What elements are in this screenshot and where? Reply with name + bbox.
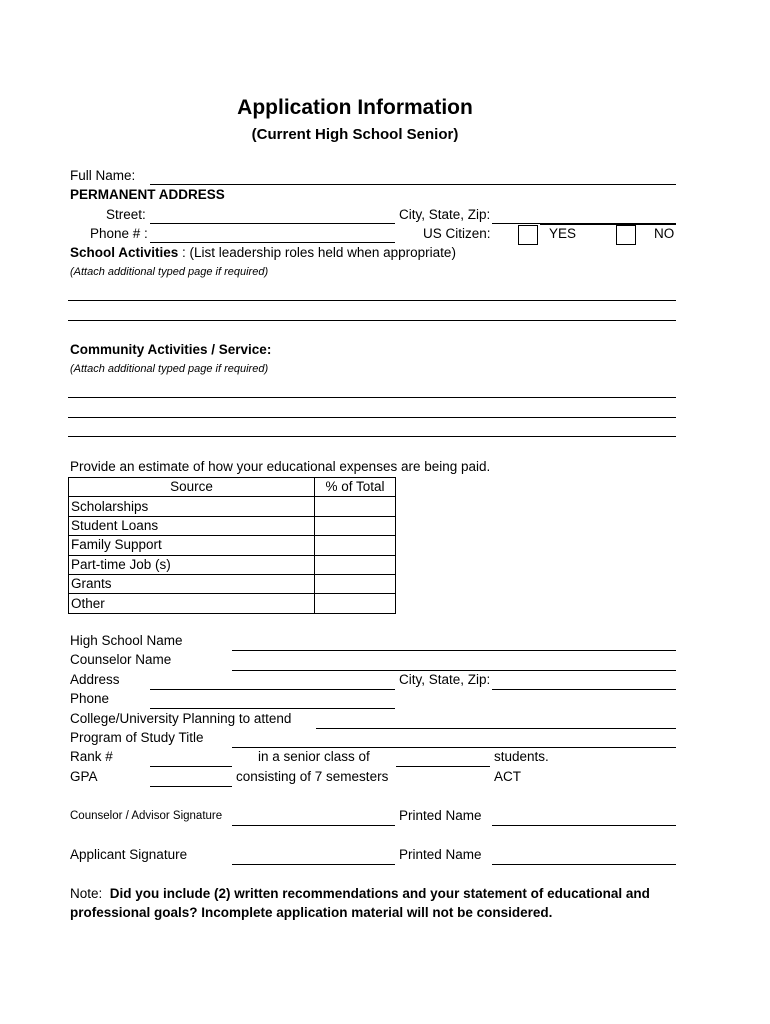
expense-source: Family Support [69, 536, 315, 555]
gpa-label: GPA [70, 769, 98, 784]
no-label: NO [654, 226, 675, 241]
high-school-name-label: High School Name [70, 633, 183, 648]
expense-percent-cell[interactable] [315, 516, 396, 535]
school-activities-line-1[interactable] [68, 300, 676, 301]
school-address-label: Address [70, 672, 120, 687]
community-activities-heading: Community Activities / Service: [70, 342, 272, 357]
school-city-state-zip-field[interactable] [492, 689, 676, 690]
applicant-printed-name-field[interactable] [492, 864, 676, 865]
table-row [69, 536, 396, 555]
table-row [69, 594, 396, 613]
street-field[interactable] [150, 223, 395, 224]
page-subtitle: (Current High School Senior) [251, 126, 459, 143]
expenses-table-header [69, 478, 396, 497]
community-activities-note: (Attach additional typed page if required) [70, 363, 269, 375]
expense-source: Other [69, 594, 315, 613]
counselor-printed-name-label: Printed Name [399, 808, 482, 823]
expense-source: Part-time Job (s) [69, 555, 315, 574]
note-text-1: Did you include (2) written recommendations and your statement of educational and [109, 886, 650, 901]
expense-source: Grants [69, 574, 315, 593]
expense-percent-cell[interactable] [315, 574, 396, 593]
counselor-signature-field[interactable] [232, 825, 395, 826]
permanent-address-label: PERMANENT ADDRESS [70, 187, 225, 202]
table-row [69, 555, 396, 574]
expenses-intro: Provide an estimate of how your educational expenses are being paid. [70, 459, 491, 474]
high-school-name-field[interactable] [232, 650, 676, 651]
community-line-3[interactable] [68, 436, 676, 437]
applicant-signature-field[interactable] [232, 864, 395, 865]
table-row [69, 574, 396, 593]
school-phone-field[interactable] [150, 708, 395, 709]
school-address-field[interactable] [150, 689, 395, 690]
citizen-divider [540, 224, 676, 225]
expense-percent-cell[interactable] [315, 594, 396, 613]
us-citizen-label: US Citizen: [423, 226, 491, 241]
school-activities-note: (Attach additional typed page if required) [70, 266, 269, 278]
gpa-field[interactable] [150, 786, 232, 787]
counselor-name-label: Counselor Name [70, 652, 172, 667]
col-source-header: Source [69, 478, 315, 497]
rank-label: Rank # [70, 749, 113, 764]
applicant-signature-label: Applicant Signature [70, 847, 188, 862]
school-activities-line-2[interactable] [68, 320, 676, 321]
students-label: students. [494, 749, 549, 764]
us-citizen-yes-checkbox[interactable] [518, 225, 538, 245]
program-of-study-field[interactable] [232, 747, 676, 748]
expense-percent-cell[interactable] [315, 497, 396, 516]
rank-field[interactable] [150, 766, 232, 767]
footer-note-line-2: professional goals? Incomplete application material will not be considered. [70, 905, 553, 920]
community-line-1[interactable] [68, 397, 676, 398]
us-citizen-no-checkbox[interactable] [616, 225, 636, 245]
expense-source: Student Loans [69, 516, 315, 535]
footer-note-line-1 [70, 886, 650, 902]
city-state-zip-label: City, State, Zip: [399, 207, 491, 222]
counselor-printed-name-field[interactable] [492, 825, 676, 826]
school-activities-label [70, 245, 456, 261]
expense-percent-cell[interactable] [315, 536, 396, 555]
class-size-field[interactable] [396, 766, 490, 767]
community-line-2[interactable] [68, 417, 676, 418]
counselor-signature-label: Counselor / Advisor Signature [70, 810, 223, 822]
college-planning-field[interactable] [316, 728, 676, 729]
note-label: Note: [70, 886, 110, 901]
school-activities-description: : (List leadership roles held when appropriate) [178, 245, 456, 260]
table-row [69, 497, 396, 516]
senior-class-label: in a senior class of [258, 749, 370, 764]
phone-label: Phone # : [90, 226, 148, 241]
expense-source: Scholarships [69, 497, 315, 516]
school-city-state-zip-label: City, State, Zip: [399, 672, 491, 687]
semesters-label: consisting of 7 semesters [236, 769, 389, 784]
street-label: Street: [106, 207, 146, 222]
page-title: Application Information [237, 96, 473, 119]
expense-percent-cell[interactable] [315, 555, 396, 574]
col-percent-header: % of Total [315, 478, 396, 497]
school-phone-label: Phone [70, 691, 110, 706]
program-of-study-label: Program of Study Title [70, 730, 204, 745]
counselor-name-field[interactable] [232, 670, 676, 671]
full-name-label: Full Name: [70, 168, 136, 183]
act-label: ACT [494, 769, 521, 784]
school-activities-heading: School Activities [70, 245, 179, 260]
table-row [69, 516, 396, 535]
expenses-table [68, 477, 396, 614]
full-name-field[interactable] [150, 184, 676, 185]
college-planning-label: College/University Planning to attend [70, 711, 292, 726]
yes-label: YES [549, 226, 577, 241]
applicant-printed-name-label: Printed Name [399, 847, 482, 862]
phone-field[interactable] [150, 242, 395, 243]
